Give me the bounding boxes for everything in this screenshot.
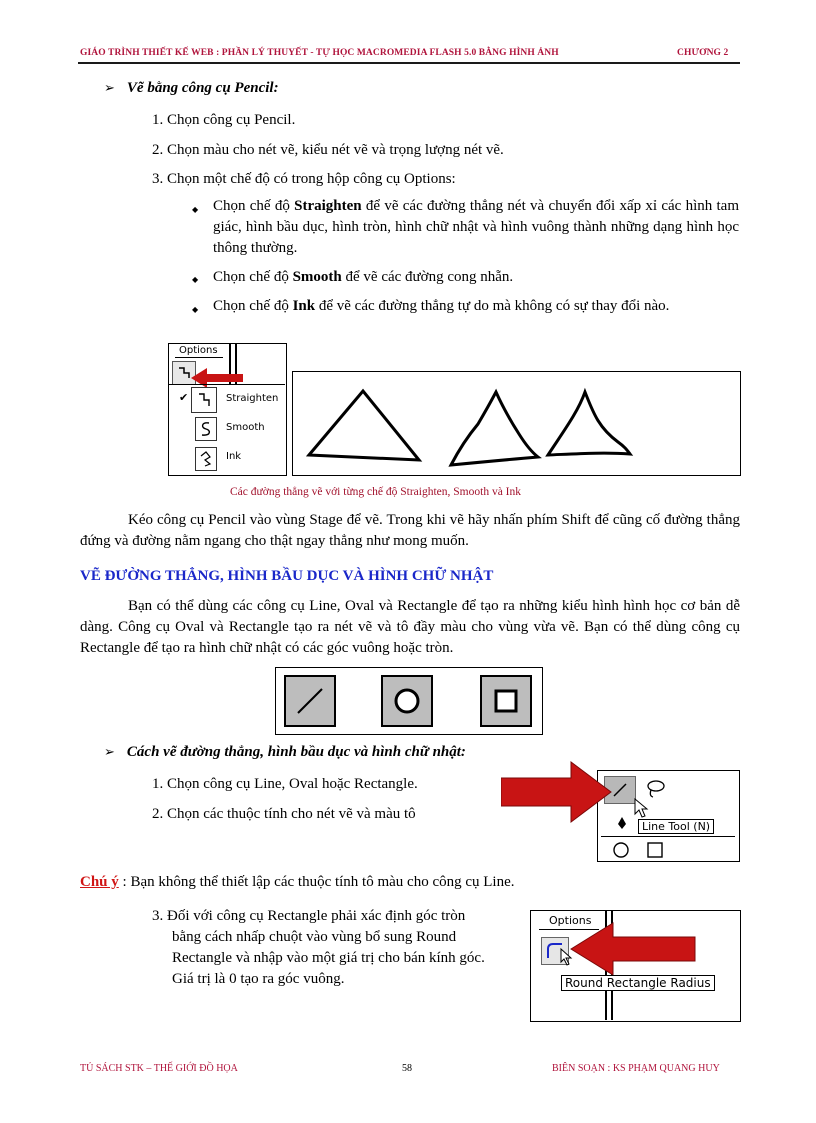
note: [80, 872, 515, 893]
pencil-step-2: 2. Chọn màu cho nét vẽ, kiểu nét vẽ và trọng lượng nét vẽ.: [152, 142, 504, 158]
oval-tool-icon: [612, 841, 630, 859]
triangles-caption: Các đường thẳng vẽ với từng chế độ Straighten, Smooth và Ink: [230, 486, 521, 498]
pen-icon: [614, 815, 630, 831]
options-title: Options: [179, 345, 218, 356]
smooth-icon: [196, 418, 216, 440]
shapes-subheading: ➢ Cách vẽ đường thẳng, hình bầu dục và hình chữ nhật:: [104, 744, 466, 760]
mode-straighten: Chọn chế độ Straighten để vẽ các đường thẳng nét và chuyển đổi xấp xỉ các hình tam giác, hình bầu dục, hình tròn, hình chữ nhật và hình vuông thành những dạng hình học thông thường.: [213, 198, 739, 256]
rectangle-tool-icon: [482, 677, 530, 725]
diamond-bullet-icon: ◆: [192, 205, 199, 214]
check-icon: ✔: [179, 391, 189, 404]
note-label: Chú ý: [80, 874, 119, 890]
red-arrow-icon: [569, 921, 699, 977]
smooth-label: Smooth: [226, 422, 265, 433]
smooth-option[interactable]: [195, 417, 217, 441]
pencil-paragraph: Kéo công cụ Pencil vào vùng Stage để vẽ. Trong khi vẽ hãy nhấn phím Shift để cũng cố đường thẳng đứng và đường nằm ngang cho thật ngay thẳng như mong muốn.: [80, 512, 740, 549]
pencil-step-3: 3. Chọn một chế độ có trong hộp công cụ Options:: [152, 171, 456, 187]
shapes-step-3: 3. Đối với công cụ Rectangle phải xác định góc tròn bằng cách nhấp chuột vào vùng bổ sung Round Rectangle và nhập vào một giá trị cho bán kính góc. Giá trị là 0 tạo ra góc vuông.: [152, 908, 485, 987]
mode-smooth: Chọn chế độ Smooth để vẽ các đường cong nhẵn.: [213, 269, 514, 285]
straighten-label: Straighten: [226, 393, 279, 404]
rectangle-tool-button[interactable]: [480, 675, 532, 727]
diamond-bullet-icon: ◆: [192, 305, 199, 314]
options-title: Options: [549, 914, 592, 927]
line-tool-button[interactable]: [284, 675, 336, 727]
straighten-icon: [192, 388, 216, 412]
shapes-step-1: 1. Chọn công cụ Line, Oval hoặc Rectangle.: [152, 776, 418, 792]
shapes-paragraph: Bạn có thể dùng các công cụ Line, Oval và Rectangle để tạo ra những kiểu hình hình học cơ bản dễ dàng. Công cụ Oval và Rectangle tạo ra nét vẽ và tô đầy màu cho vùng vừa vẽ. Bạn có thể dùng công cụ Rectangle để tạo ra hình chữ nhật có các góc vuông hoặc tròn.: [80, 598, 740, 656]
ink-label: Ink: [226, 451, 242, 462]
line-tool-screenshot: [501, 760, 739, 861]
red-arrow-icon: [501, 760, 613, 824]
line-tool-tooltip: Line Tool (N): [638, 819, 714, 834]
oval-tool-icon: [383, 677, 431, 725]
round-rect-screenshot: [530, 910, 741, 1022]
rectangle-tool-icon: [646, 841, 664, 859]
tool-icons-strip: [275, 667, 543, 735]
shapes-step-2: 2. Chọn các thuộc tính cho nét vẽ và màu tô: [152, 806, 416, 822]
shapes-heading: VẼ ĐƯỜNG THẲNG, HÌNH BẦU DỤC VÀ HÌNH CHỮ NHẬT: [80, 568, 494, 584]
pencil-heading: ➢ Vẽ bằng công cụ Pencil:: [104, 80, 279, 96]
triangles-illustration: [293, 372, 740, 475]
mode-ink: Chọn chế độ Ink để vẽ các đường thẳng tự do mà không có sự thay đổi nào.: [213, 298, 670, 314]
straighten-option[interactable]: [191, 387, 217, 413]
diamond-bullet-icon: ◆: [192, 275, 199, 284]
header-title: GIÁO TRÌNH THIẾT KẾ WEB : PHẦN LÝ THUYẾT - TỰ HỌC MACROMEDIA FLASH 5.0 BẰNG HÌNH ẢNH: [80, 48, 559, 58]
footer-right: BIÊN SOẠN : KS PHẠM QUANG HUY: [552, 1063, 720, 1074]
round-rect-tooltip: Round Rectangle Radius: [561, 975, 715, 991]
note-text: : Bạn không thể thiết lập các thuộc tính tô màu cho công cụ Line.: [118, 874, 515, 890]
footer-left: TỦ SÁCH STK – THẾ GIỚI ĐỒ HỌA: [80, 1063, 238, 1074]
line-tool-icon: [286, 677, 334, 725]
cursor-icon: [633, 797, 649, 819]
page-number: 58: [402, 1063, 412, 1074]
oval-tool-button[interactable]: [381, 675, 433, 727]
arrow-bullet-icon: ➢: [104, 745, 115, 760]
options-panel: [168, 343, 287, 476]
ink-icon: [196, 448, 216, 470]
header-divider: [78, 62, 740, 64]
triangles-drawing: [292, 371, 741, 476]
arrow-bullet-icon: ➢: [104, 81, 115, 96]
ink-option[interactable]: [195, 447, 217, 471]
pencil-step-1: 1. Chọn công cụ Pencil.: [152, 112, 296, 128]
header-chapter: CHƯƠNG 2: [677, 48, 729, 58]
